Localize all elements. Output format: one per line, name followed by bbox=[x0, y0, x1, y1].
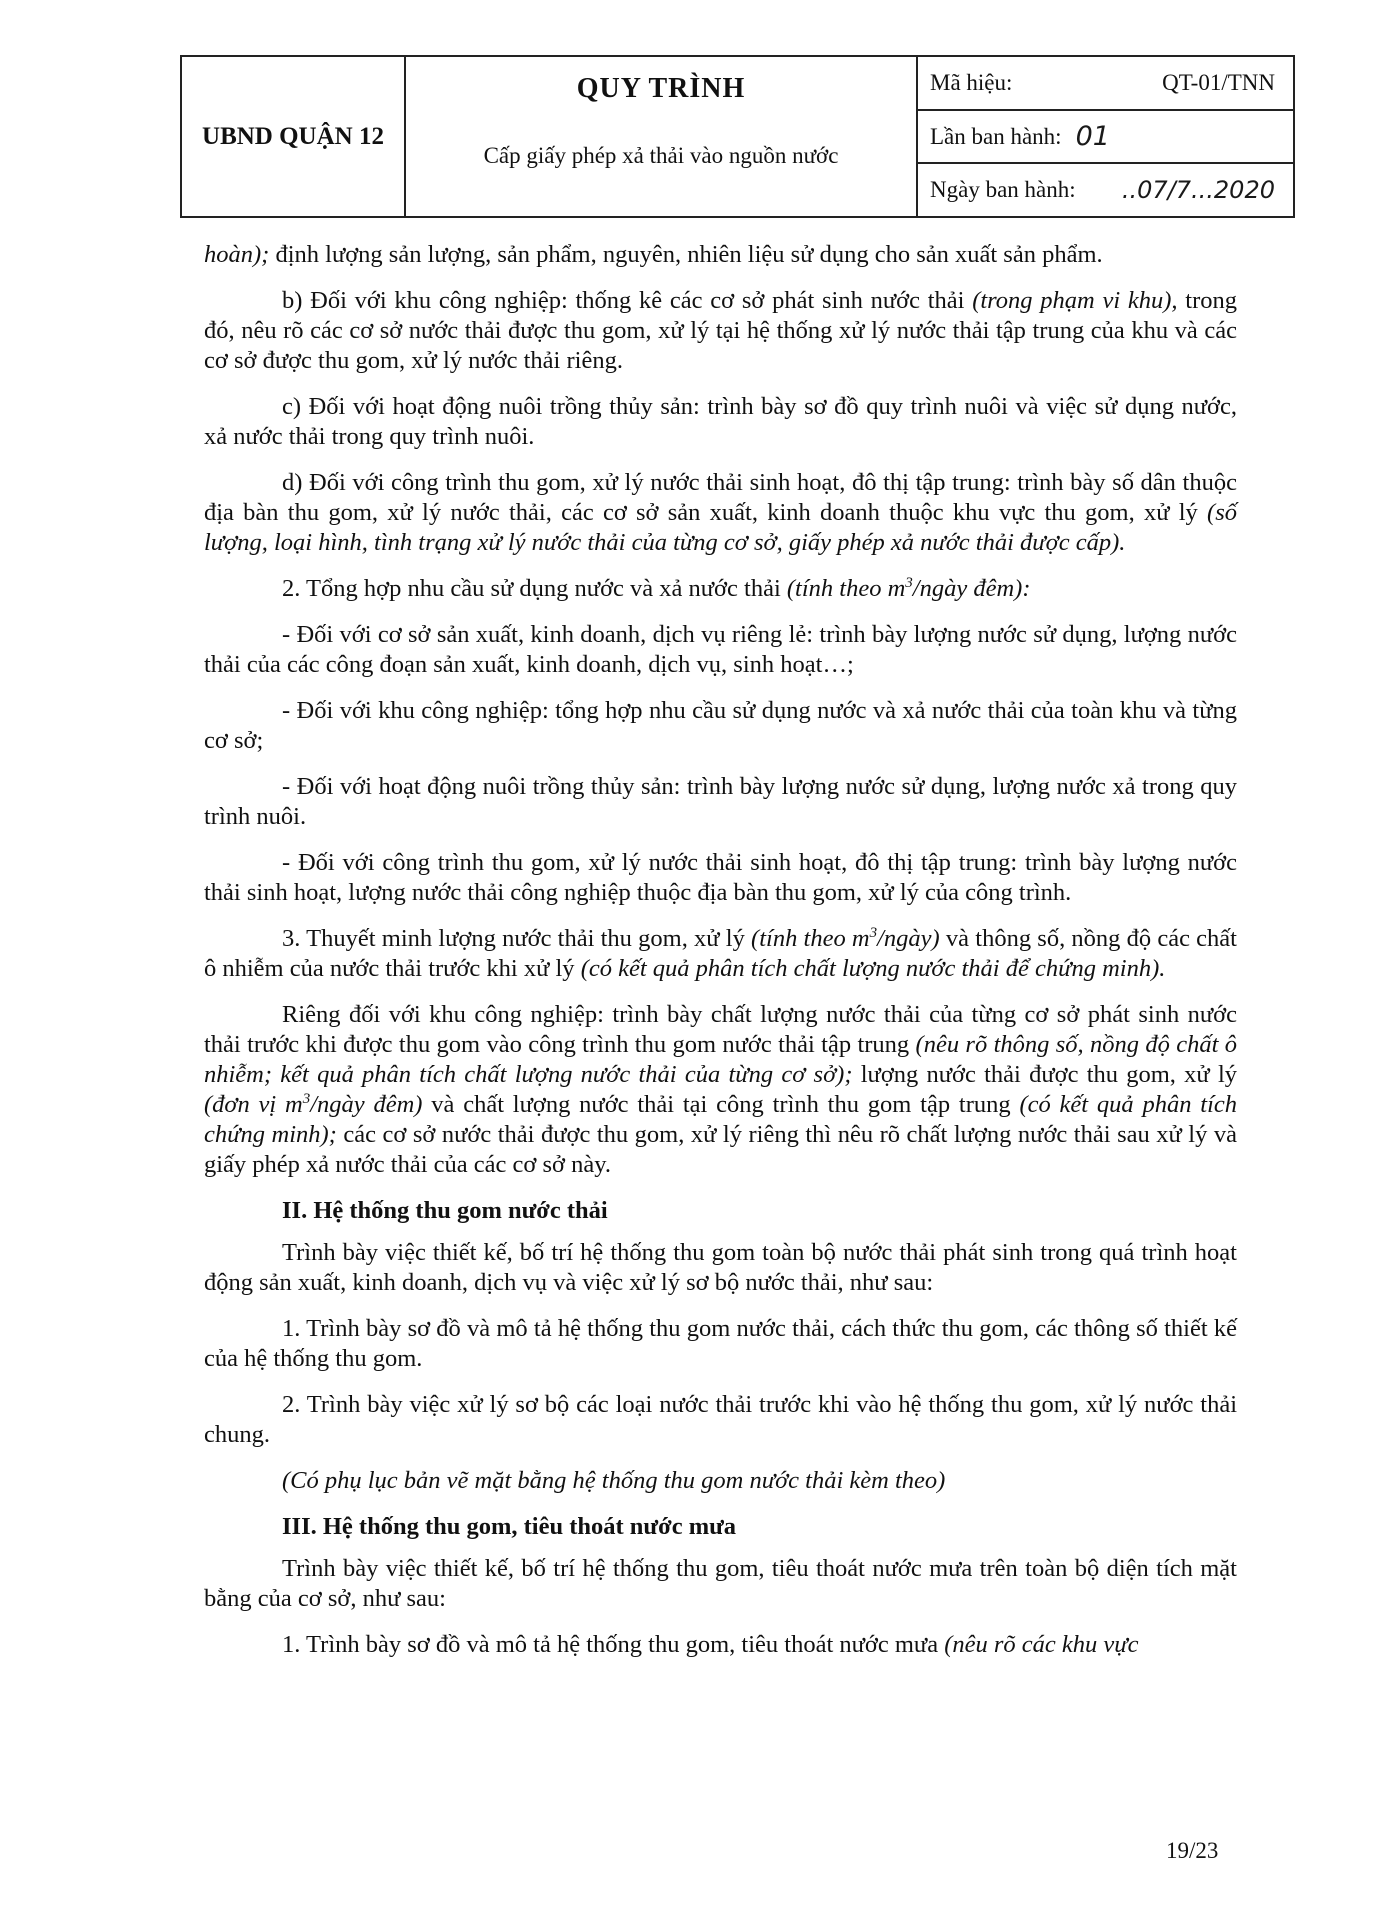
text: trong đó, nêu rõ các cơ sở nước thải được thu gom, xử lý tại hệ thống xử lý nước thải tập trung của khu và các cơ sở được thu gom, xử lý nước thải riêng. bbox=[204, 287, 1238, 374]
paragraph: 2. Trình bày việc xử lý sơ bộ các loại nước thải trước khi vào hệ thống thu gom, xử lý nước thải chung. bbox=[204, 1391, 1237, 1448]
section-heading: II. Hệ thống thu gom nước thải bbox=[282, 1197, 608, 1224]
text-italic: (tính theo m bbox=[751, 925, 870, 952]
text: 3. Thuyết minh lượng nước thải thu gom, xử lý bbox=[282, 925, 752, 952]
paragraph: Trình bày việc thiết kế, bố trí hệ thống thu gom toàn bộ nước thải phát sinh trong quá trình hoạt động sản xuất, kinh doanh, dịch vụ và việc xử lý sơ bộ nước thải, như sau: bbox=[204, 1239, 1237, 1296]
text: lượng nước thải được thu gom, xử lý bbox=[852, 1061, 1237, 1088]
procedure-subtitle: Cấp giấy phép xả thải vào nguồn nước bbox=[483, 143, 839, 168]
code-value: QT-01/TNN bbox=[1162, 69, 1275, 95]
organization-name: UBND QUẬN 12 bbox=[182, 57, 406, 216]
paragraph bbox=[204, 924, 1237, 984]
appendix-note: (Có phụ lục bản vẽ mặt bằng hệ thống thu gom nước thải kèm theo) bbox=[282, 1467, 946, 1494]
date-value: ..07/7...2020 bbox=[1121, 176, 1275, 205]
header-meta bbox=[918, 57, 1293, 216]
text: Riêng đối với khu công nghiệp: trình bày chất lượng nước thải của từng cơ sở phát sinh nước thải trước khi được thu gom vào công trình thu gom nước thải tập trung bbox=[204, 1001, 1237, 1058]
document-type-title: QUY TRÌNH bbox=[576, 73, 746, 104]
text: và chất lượng nước thải tại công trình thu gom tập trung bbox=[422, 1091, 1020, 1118]
text-italic: /ngày đêm) bbox=[310, 1091, 423, 1118]
text-italic: (nêu rõ các khu vực bbox=[944, 1631, 1139, 1658]
text: định lượng sản lượng, sản phẩm, nguyên, nhiên liệu sử dụng cho sản xuất sản phẩm. bbox=[269, 241, 1103, 268]
superscript: 3 bbox=[869, 924, 878, 941]
text-italic: /ngày đêm): bbox=[912, 575, 1031, 602]
text-italic: (nêu rõ thông số, nồng độ chất ô nhiễm; kết quả phân tích chất lượng nước thải của từng cơ sở); bbox=[204, 1031, 1237, 1088]
paragraph bbox=[204, 240, 1237, 270]
text: 2. Tổng hợp nhu cầu sử dụng nước và xả nước thải bbox=[282, 575, 787, 602]
paragraph: Trình bày việc thiết kế, bố trí hệ thống thu gom, tiêu thoát nước mưa trên toàn bộ diện tích mặt bằng của cơ sở, như sau: bbox=[204, 1555, 1237, 1612]
section-heading: III. Hệ thống thu gom, tiêu thoát nước mưa bbox=[282, 1513, 737, 1540]
text-italic: /ngày) bbox=[877, 925, 940, 952]
text: các cơ sở nước thải được thu gom, xử lý riêng thì nêu rõ chất lượng nước thải sau xử lý và giấy phép xả nước thải của các cơ sở này. bbox=[204, 1121, 1237, 1178]
text-italic: (đơn vị m bbox=[204, 1091, 303, 1118]
paragraph bbox=[204, 286, 1237, 376]
text-italic: (có kết quả phân tích chứng minh); bbox=[204, 1091, 1237, 1148]
header-title-block bbox=[406, 57, 918, 216]
issue-label: Lần ban hành: bbox=[930, 123, 1062, 149]
paragraph: c) Đối với hoạt động nuôi trồng thủy sản: trình bày sơ đồ quy trình nuôi và việc sử dụng nước, xả nước thải trong quy trình nuôi. bbox=[204, 393, 1237, 450]
paragraph bbox=[204, 1630, 1237, 1660]
paragraph bbox=[204, 1000, 1237, 1180]
paragraph: - Đối với cơ sở sản xuất, kinh doanh, dịch vụ riêng lẻ: trình bày lượng nước sử dụng, lượng nước thải của các công đoạn sản xuất, kinh doanh, dịch vụ, sinh hoạt…; bbox=[204, 621, 1237, 678]
paragraph: - Đối với khu công nghiệp: tổng hợp nhu cầu sử dụng nước và xả nước thải của toàn khu và từng cơ sở; bbox=[204, 697, 1237, 754]
document-body bbox=[204, 240, 1237, 1676]
issue-value: 01 bbox=[1075, 121, 1110, 152]
superscript: 3 bbox=[302, 1090, 311, 1107]
paragraph: - Đối với hoạt động nuôi trồng thủy sản: trình bày lượng nước sử dụng, lượng nước xả trong quy trình nuôi. bbox=[204, 773, 1237, 830]
issue-row bbox=[918, 111, 1293, 165]
date-label: Ngày ban hành: bbox=[930, 177, 1076, 203]
text: 1. Trình bày sơ đồ và mô tả hệ thống thu gom, tiêu thoát nước mưa bbox=[282, 1631, 945, 1658]
text-italic: (có kết quả phân tích chất lượng nước thải để chứng minh). bbox=[580, 955, 1166, 982]
text-italic: (tính theo m bbox=[786, 575, 906, 602]
text: d) Đối với công trình thu gom, xử lý nước thải sinh hoạt, đô thị tập trung: trình bày số dân thuộc địa bàn thu gom, xử lý nước thải, các cơ sở sản xuất, kinh doanh thuộc khu vực thu gom, xử lý bbox=[204, 469, 1237, 526]
text-italic: hoàn); bbox=[204, 241, 270, 268]
paragraph bbox=[204, 468, 1237, 558]
paragraph bbox=[204, 574, 1237, 604]
text-italic: (số lượng, loại hình, tình trạng xử lý nước thải của từng cơ sở, giấy phép xả nước thải được cấp). bbox=[204, 499, 1237, 556]
paragraph: 1. Trình bày sơ đồ và mô tả hệ thống thu gom nước thải, cách thức thu gom, các thông số thiết kế của hệ thống thu gom. bbox=[204, 1315, 1237, 1372]
text: và thông số, nồng độ các chất ô nhiễm của nước thải trước khi xử lý bbox=[204, 925, 1237, 982]
page-number: 19/23 bbox=[1166, 1838, 1219, 1863]
superscript: 3 bbox=[905, 574, 913, 591]
paragraph: - Đối với công trình thu gom, xử lý nước thải sinh hoạt, đô thị tập trung: trình bày lượng nước thải sinh hoạt, lượng nước thải công nghiệp thuộc địa bàn thu gom, xử lý của công trình. bbox=[204, 849, 1237, 906]
date-row bbox=[918, 164, 1293, 216]
code-row bbox=[918, 57, 1293, 111]
code-label: Mã hiệu: bbox=[930, 69, 1013, 95]
header-table bbox=[180, 55, 1295, 218]
text: b) Đối với khu công nghiệp: thống kê các cơ sở phát sinh nước thải bbox=[282, 287, 973, 314]
text-italic: (trong phạm vi khu), bbox=[972, 287, 1178, 314]
